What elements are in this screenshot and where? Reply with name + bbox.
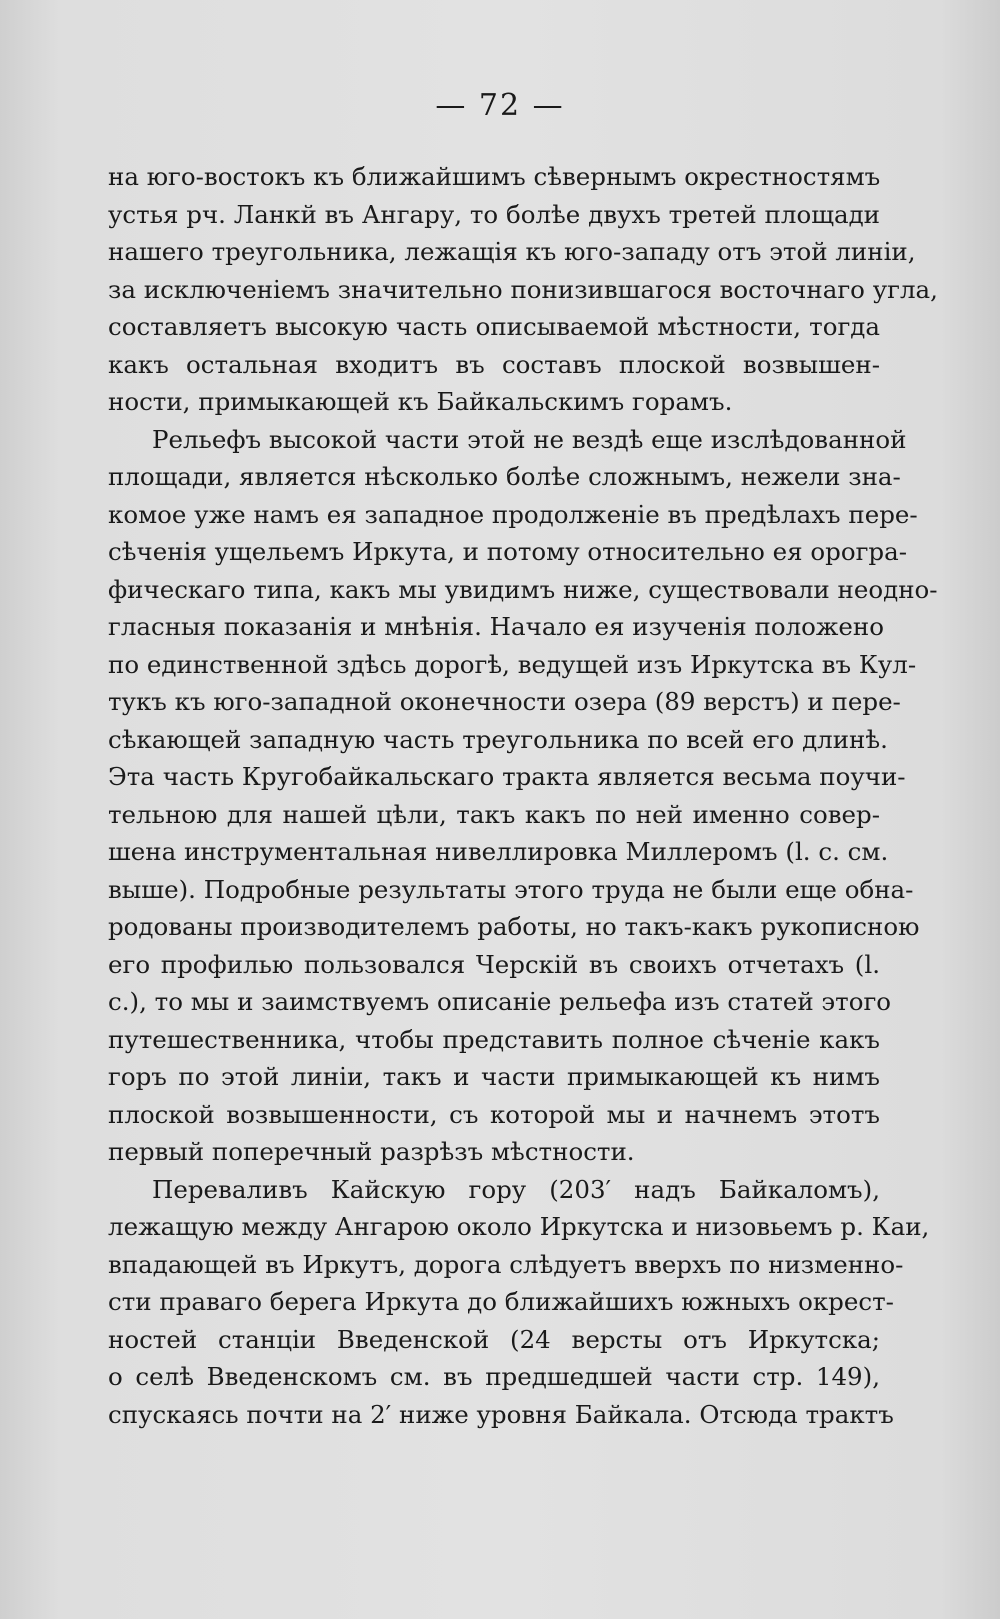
text-line: горъ по этой линіи, такъ и части примыкающей къ нимъ — [108, 1062, 880, 1091]
text-line: ностей станціи Введенской (24 версты отъ Иркутска; — [108, 1324, 880, 1354]
text-line: тукъ къ юго-западной оконечности озера (89 верстъ) и пере- — [108, 687, 901, 716]
text-line: на юго-востокъ къ ближайшимъ сѣвернымъ окрестностямъ — [108, 162, 881, 191]
text-line: его профилью пользовался Черскій въ своихъ отчетахъ (l. — [108, 949, 880, 979]
text-line: Переваливъ Кайскую гору (203′ надъ Байкаломъ), — [152, 1174, 880, 1204]
text-line: лежащую между Ангарою около Иркутска и низовьемъ р. Каи, — [108, 1212, 930, 1241]
paragraph — [108, 158, 938, 421]
text-line: тельною для нашей цѣли, такъ какъ по ней именно совер- — [108, 799, 880, 829]
text-line: фическаго типа, какъ мы увидимъ ниже, существовали неодно- — [108, 574, 938, 604]
text-line: площади, является нѣсколько болѣе сложнымъ, нежели зна- — [108, 462, 901, 491]
paragraph — [108, 1171, 930, 1434]
text-line: по единственной здѣсь дорогѣ, ведущей изъ Иркутска въ Кул- — [108, 649, 917, 679]
text-line: нашего треугольника, лежащія къ юго-западу отъ этой линіи, — [108, 237, 916, 266]
text-line: гласныя показанія и мнѣнія. Начало ея изученія положено — [108, 612, 884, 641]
text-line: выше). Подробные результаты этого труда не были еще обна- — [108, 874, 914, 904]
text-line: сѣкающей западную часть треугольника по всей его длинѣ. — [108, 724, 888, 754]
text-line: сти праваго берега Иркута до ближайшихъ южныхъ окрест- — [108, 1287, 894, 1316]
text-line: первый поперечный разрѣзъ мѣстности. — [108, 1137, 635, 1166]
text-line: составляетъ высокую часть описываемой мѣстности, тогда — [108, 312, 880, 341]
text-line: шена инструментальная нивеллировка Миллеромъ (l. c. см. — [108, 837, 889, 866]
text-line: путешественника, чтобы представить полное сѣченіе какъ — [108, 1024, 880, 1054]
text-line: Рельефъ высокой части этой не вездѣ еще изслѣдованной — [152, 424, 907, 454]
text-line: устья рч. Ланкй въ Ангару, то болѣе двухъ третей площади — [108, 199, 880, 229]
text-line: впадающей въ Иркутъ, дорога слѣдуетъ вверхъ по низменно- — [108, 1249, 904, 1279]
text-line: Эта часть Кругобайкальскаго тракта является весьма поучи- — [108, 762, 906, 791]
paragraph — [108, 421, 938, 1171]
text-line: спускаясь почти на 2′ ниже уровня Байкала. Отсюда трактъ — [108, 1399, 894, 1429]
text-line: родованы производителемъ работы, но такъ-какъ рукописною — [108, 912, 920, 941]
text-line: плоской возвышенности, съ которой мы и начнемъ этотъ — [108, 1099, 880, 1129]
text-line: за исключеніемъ значительно понизившагося восточнаго угла, — [108, 274, 938, 304]
text-line: сѣченія ущельемъ Иркута, и потому относительно ея орогра- — [108, 537, 907, 566]
body-text — [108, 158, 938, 1433]
text-line: c.), то мы и заимствуемъ описаніе рельефа изъ статей этого — [108, 987, 892, 1016]
text-line: комое уже намъ ея западное продолженіе въ предѣлахъ пере- — [108, 499, 918, 529]
text-line: ности, примыкающей къ Байкальскимъ горамъ. — [108, 387, 733, 416]
page-number: — 72 — — [435, 88, 565, 123]
text-line: какъ остальная входитъ въ составъ плоской возвышен- — [108, 349, 880, 379]
text-line: о селѣ Введенскомъ см. въ предшедшей части стр. 149), — [108, 1362, 880, 1391]
